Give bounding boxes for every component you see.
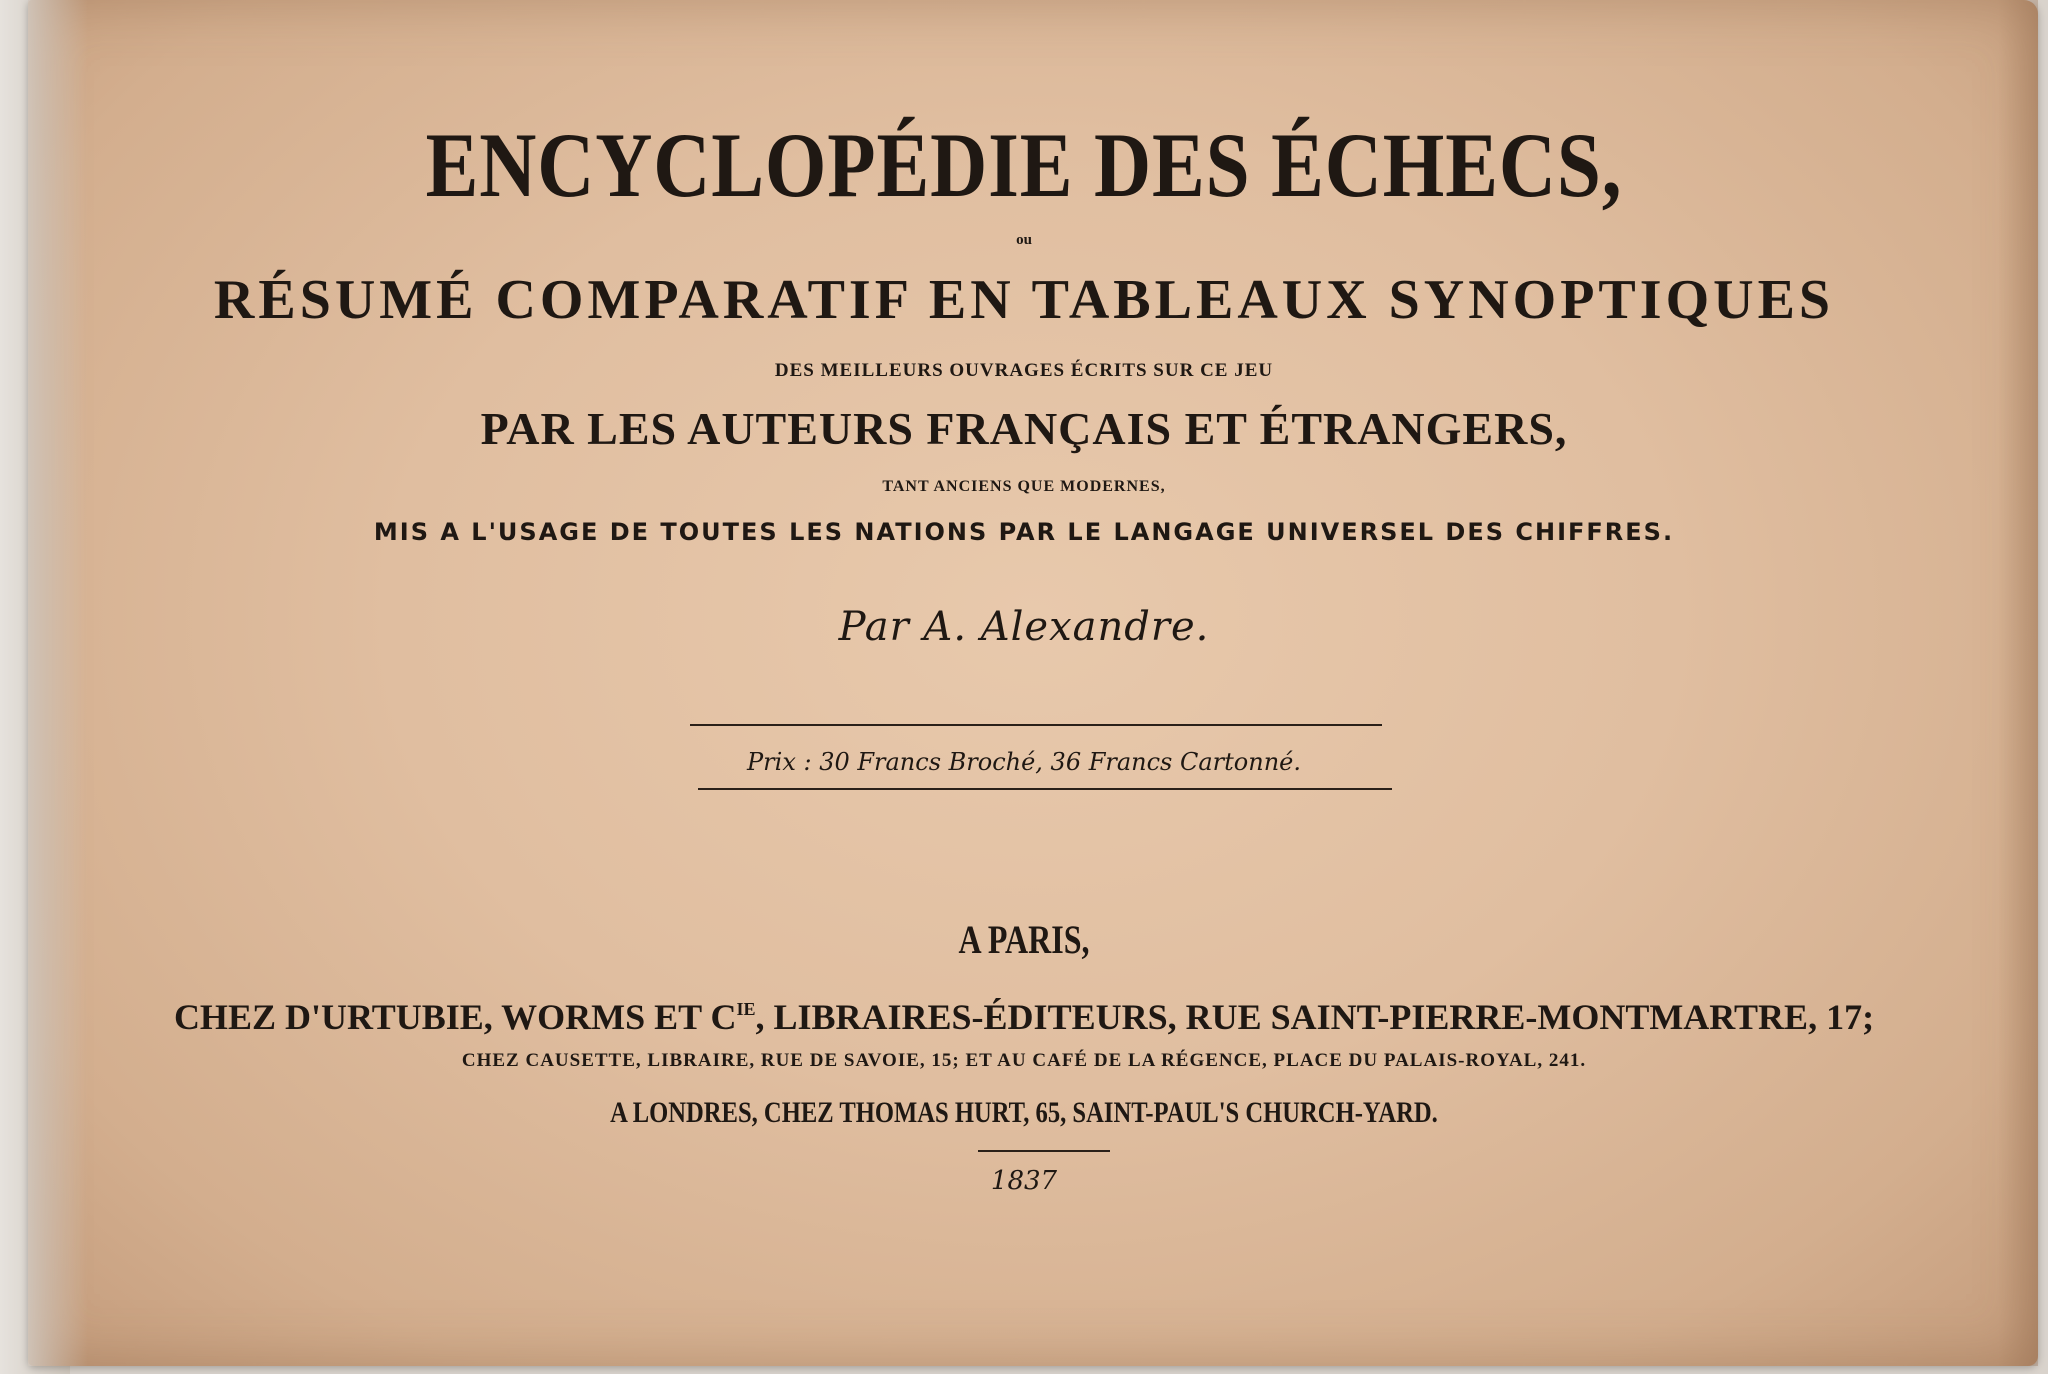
conjunction-text: ou <box>1016 232 1032 248</box>
ancient-modern-line: TANT ANCIENS QUE MODERNES, <box>882 478 1166 495</box>
authors-line: PAR LES AUTEURS FRANÇAIS ET ÉTRANGERS, <box>480 403 1568 454</box>
price-rule-bottom <box>698 788 1392 790</box>
price-rule-top <box>690 724 1382 726</box>
publisher-main-prefix: CHEZ D'URTUBIE, WORMS ET C <box>173 997 737 1037</box>
publication-year: 1837 <box>990 1166 1058 1196</box>
price-text: Prix : 30 Francs Broché, 36 Francs Cartonné. <box>747 748 1301 776</box>
year-rule <box>978 1150 1110 1152</box>
best-works-line: DES MEILLEURS OUVRAGES ÉCRITS SUR CE JEU <box>774 360 1274 381</box>
document-subtitle: RÉSUMÉ COMPARATIF EN TABLEAUX SYNOPTIQUES <box>213 269 1835 331</box>
city-heading: A PARIS, <box>958 917 1090 962</box>
document-title: ENCYCLOPÉDIE DES ÉCHECS, <box>425 114 1623 216</box>
author-byline: Par A. Alexandre. <box>838 604 1210 650</box>
publisher-main <box>0 996 2048 1038</box>
publisher-main-suffix: , LIBRAIRES-ÉDITEURS, RUE SAINT-PIERRE-MONTMARTRE, 17; <box>755 997 1875 1037</box>
nations-line: MIS A L'USAGE DE TOUTES LES NATIONS PAR LE LANGAGE UNIVERSEL DES CHIFFRES. <box>373 518 1675 546</box>
publisher-secondary: CHEZ CAUSETTE, LIBRAIRE, RUE DE SAVOIE, 15; ET AU CAFÉ DE LA RÉGENCE, PLACE DU PALAIS-ROYAL, 241. <box>461 1050 1587 1071</box>
publisher-london: A LONDRES, CHEZ THOMAS HURT, 65, SAINT-PAUL'S CHURCH-YARD. <box>610 1096 1438 1129</box>
publisher-main-sup: IE <box>736 999 756 1019</box>
